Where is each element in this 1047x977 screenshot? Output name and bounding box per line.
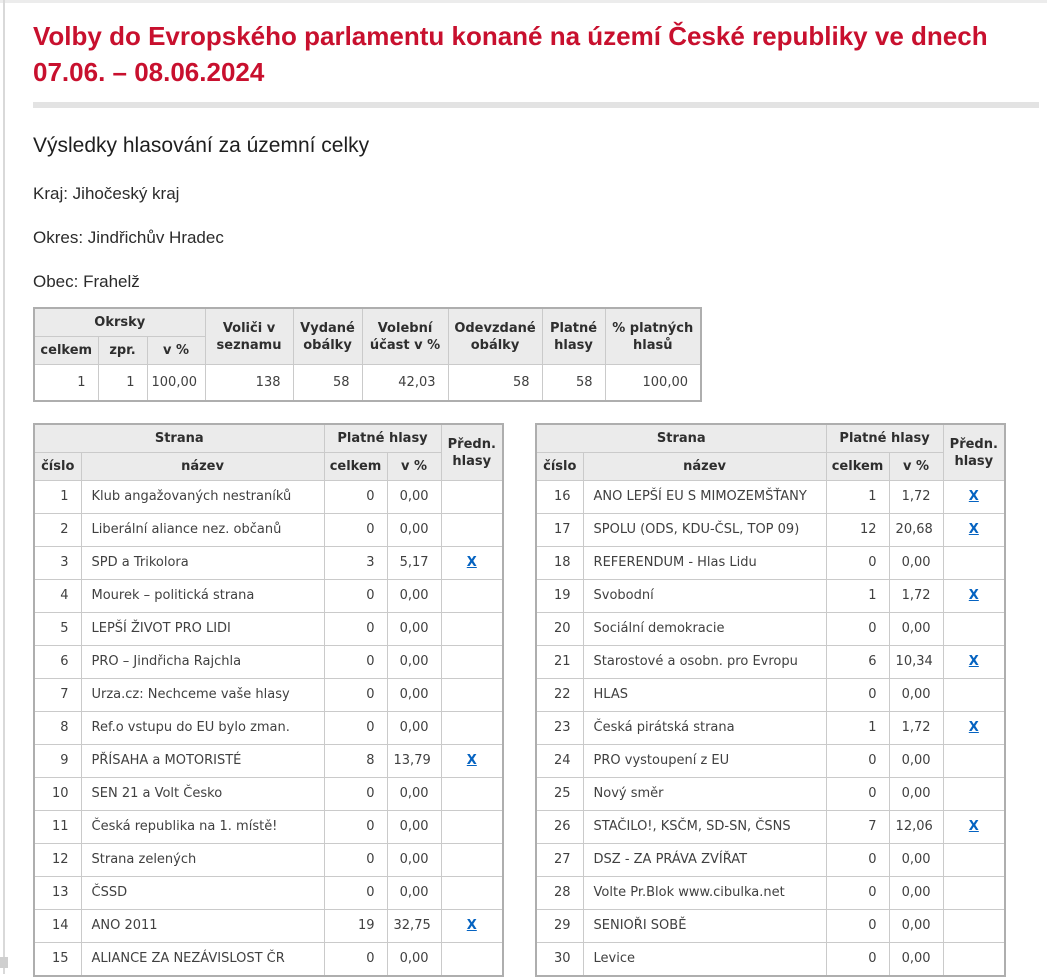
party-pref-cell [943, 844, 1005, 877]
party-pref-cell [943, 514, 1005, 547]
summary-header-odevzdane: Odevzdané obálky [448, 308, 542, 365]
party-pct-cell: 0,00 [387, 844, 441, 877]
party-pct-cell: 0,00 [889, 547, 943, 580]
party-pref-cell [943, 811, 1005, 844]
party-pct-cell: 0,00 [889, 943, 943, 977]
party-name-cell: Urza.cz: Nechceme vaše hlasy [81, 679, 324, 712]
region-okres: Okres: Jindřichův Hradec [33, 228, 224, 247]
pref-votes-link[interactable]: X [968, 522, 979, 537]
summary-header-volici: Voliči v seznamu [205, 308, 293, 365]
party-pref-cell [441, 679, 503, 712]
party-header-strana: Strana [34, 424, 324, 453]
party-votes-cell: 3 [324, 547, 387, 580]
party-votes-cell: 0 [324, 712, 387, 745]
party-number-cell: 9 [34, 745, 81, 778]
party-pct-cell: 0,00 [889, 613, 943, 646]
pref-votes-link[interactable]: X [968, 588, 979, 603]
party-pref-cell [441, 481, 503, 514]
party-row [536, 580, 1005, 613]
party-name-cell: Sociální demokracie [583, 613, 826, 646]
party-name-cell: ANO LEPŠÍ EU S MIMOZEMŠŤANY [583, 481, 826, 514]
party-name-cell: PRO vystoupení z EU [583, 745, 826, 778]
party-pref-cell [441, 943, 503, 977]
party-row [34, 877, 503, 910]
party-name-cell: Mourek – politická strana [81, 580, 324, 613]
party-number-cell: 12 [34, 844, 81, 877]
party-pct-cell: 0,00 [387, 778, 441, 811]
party-pct-cell: 32,75 [387, 910, 441, 943]
party-row [536, 613, 1005, 646]
frame-corner-block [0, 957, 8, 968]
party-row [34, 712, 503, 745]
party-votes-cell: 0 [324, 943, 387, 977]
party-votes-cell: 0 [324, 481, 387, 514]
party-pref-cell [441, 613, 503, 646]
party-name-cell: Levice [583, 943, 826, 977]
party-pct-cell: 10,34 [889, 646, 943, 679]
party-row [536, 514, 1005, 547]
party-name-cell: LEPŠÍ ŽIVOT PRO LIDI [81, 613, 324, 646]
party-header-strana: Strana [536, 424, 826, 453]
party-row [536, 679, 1005, 712]
party-row [34, 778, 503, 811]
pref-votes-link[interactable]: X [968, 489, 979, 504]
party-row [536, 778, 1005, 811]
party-number-cell: 14 [34, 910, 81, 943]
party-pref-cell [943, 580, 1005, 613]
party-name-cell: Klub angažovaných nestraníků [81, 481, 324, 514]
party-number-cell: 10 [34, 778, 81, 811]
summary-values-row [34, 365, 701, 402]
party-pct-cell: 0,00 [387, 877, 441, 910]
party-number-cell: 13 [34, 877, 81, 910]
party-row [34, 547, 503, 580]
summary-value-cell: 58 [293, 365, 362, 402]
party-number-cell: 11 [34, 811, 81, 844]
party-name-cell: ANO 2011 [81, 910, 324, 943]
party-number-cell: 8 [34, 712, 81, 745]
party-pref-cell [943, 547, 1005, 580]
summary-value-cell: 42,03 [362, 365, 448, 402]
party-pct-cell: 0,00 [387, 580, 441, 613]
party-votes-cell: 0 [826, 877, 889, 910]
party-name-cell: PRO – Jindřicha Rajchla [81, 646, 324, 679]
party-pref-cell [441, 844, 503, 877]
party-votes-cell: 0 [826, 679, 889, 712]
party-pct-cell: 1,72 [889, 712, 943, 745]
summary-header-platne: Platné hlasy [542, 308, 605, 365]
party-name-cell: HLAS [583, 679, 826, 712]
party-pref-cell [441, 514, 503, 547]
party-pct-cell: 0,00 [387, 679, 441, 712]
pref-votes-link[interactable]: X [466, 753, 477, 768]
party-pref-cell [441, 745, 503, 778]
party-votes-cell: 0 [826, 943, 889, 977]
party-votes-cell: 0 [324, 646, 387, 679]
summary-value-cell: 1 [98, 365, 147, 402]
party-number-cell: 23 [536, 712, 583, 745]
summary-value-cell: 58 [542, 365, 605, 402]
party-name-cell: SPOLU (ODS, KDU-ČSL, TOP 09) [583, 514, 826, 547]
party-pct-cell: 5,17 [387, 547, 441, 580]
party-pct-cell: 0,00 [387, 943, 441, 977]
party-name-cell: PŘÍSAHA a MOTORISTÉ [81, 745, 324, 778]
party-number-cell: 5 [34, 613, 81, 646]
party-name-cell: Liberální aliance nez. občanů [81, 514, 324, 547]
party-number-cell: 15 [34, 943, 81, 977]
party-votes-cell: 0 [324, 877, 387, 910]
party-votes-cell: 0 [324, 514, 387, 547]
party-pct-cell: 0,00 [387, 811, 441, 844]
party-votes-cell: 6 [826, 646, 889, 679]
section-title: Výsledky hlasování za územní celky [33, 134, 370, 157]
pref-votes-link[interactable]: X [466, 555, 477, 570]
summary-value-cell: 138 [205, 365, 293, 402]
party-votes-cell: 0 [324, 844, 387, 877]
party-row [536, 811, 1005, 844]
party-row [536, 844, 1005, 877]
party-pct-cell: 0,00 [889, 877, 943, 910]
party-pref-cell [943, 613, 1005, 646]
summary-header-zpr: zpr. [98, 337, 147, 365]
party-row [34, 910, 503, 943]
party-number-cell: 16 [536, 481, 583, 514]
party-header-cislo: číslo [536, 453, 583, 481]
party-number-cell: 2 [34, 514, 81, 547]
party-votes-cell: 0 [826, 613, 889, 646]
party-row [536, 547, 1005, 580]
party-pct-cell: 0,00 [387, 481, 441, 514]
party-header-celkem: celkem [826, 453, 889, 481]
party-pct-cell: 1,72 [889, 580, 943, 613]
party-pref-cell [943, 745, 1005, 778]
party-votes-cell: 0 [324, 811, 387, 844]
party-number-cell: 19 [536, 580, 583, 613]
party-pref-cell [441, 910, 503, 943]
party-pref-cell [943, 778, 1005, 811]
party-row [34, 679, 503, 712]
party-votes-cell: 0 [324, 778, 387, 811]
party-number-cell: 21 [536, 646, 583, 679]
summary-header-ucast: Volební účast v % [362, 308, 448, 365]
party-header-platne-hlasy: Platné hlasy [324, 424, 441, 453]
party-votes-cell: 0 [826, 778, 889, 811]
party-votes-cell: 0 [324, 679, 387, 712]
party-name-cell: DSZ - ZA PRÁVA ZVÍŘAT [583, 844, 826, 877]
party-header-platne-hlasy: Platné hlasy [826, 424, 943, 453]
party-pct-cell: 12,06 [889, 811, 943, 844]
summary-header-okrsky: Okrsky [34, 308, 205, 337]
party-pref-cell [943, 943, 1005, 977]
party-name-cell: REFERENDUM - Hlas Lidu [583, 547, 826, 580]
pref-votes-link[interactable]: X [968, 720, 979, 735]
party-row [34, 580, 503, 613]
pref-votes-link[interactable]: X [968, 819, 979, 834]
party-pct-cell: 13,79 [387, 745, 441, 778]
party-row [536, 877, 1005, 910]
party-header-nazev: název [81, 453, 324, 481]
party-name-cell: Svobodní [583, 580, 826, 613]
party-pct-cell: 0,00 [387, 712, 441, 745]
summary-header-vpct: v % [147, 337, 205, 365]
party-number-cell: 3 [34, 547, 81, 580]
party-number-cell: 29 [536, 910, 583, 943]
party-row [34, 646, 503, 679]
party-row [34, 481, 503, 514]
party-row [34, 844, 503, 877]
party-votes-cell: 8 [324, 745, 387, 778]
party-number-cell: 30 [536, 943, 583, 977]
page-title-line2: 07.06. – 08.06.2024 [33, 57, 265, 87]
party-pref-cell [441, 778, 503, 811]
party-votes-cell: 7 [826, 811, 889, 844]
party-votes-cell: 0 [826, 547, 889, 580]
party-name-cell: STAČILO!, KSČM, SD-SN, ČSNS [583, 811, 826, 844]
party-name-cell: Nový směr [583, 778, 826, 811]
party-pct-cell: 0,00 [387, 514, 441, 547]
party-number-cell: 7 [34, 679, 81, 712]
pref-votes-link[interactable]: X [466, 918, 477, 933]
party-number-cell: 27 [536, 844, 583, 877]
party-number-cell: 6 [34, 646, 81, 679]
region-kraj: Kraj: Jihočeský kraj [33, 184, 180, 203]
party-row [536, 943, 1005, 977]
party-row [34, 745, 503, 778]
party-header-predn-hlasy: Předn. hlasy [943, 424, 1005, 481]
pref-votes-link[interactable]: X [968, 654, 979, 669]
frame-left-line [3, 0, 5, 974]
party-pref-cell [943, 712, 1005, 745]
party-pref-cell [441, 547, 503, 580]
party-row [536, 910, 1005, 943]
party-table-left [33, 423, 504, 977]
party-votes-cell: 19 [324, 910, 387, 943]
page-title-line1: Volby do Evropského parlamentu konané na území České republiky ve dnech [33, 21, 988, 51]
party-row [34, 943, 503, 977]
party-votes-cell: 1 [826, 580, 889, 613]
party-number-cell: 24 [536, 745, 583, 778]
region-obec: Obec: Frahelž [33, 272, 140, 291]
summary-table [33, 307, 702, 402]
party-votes-cell: 0 [324, 580, 387, 613]
party-row [536, 646, 1005, 679]
party-pref-cell [441, 811, 503, 844]
party-pref-cell [441, 580, 503, 613]
party-name-cell: Ref.o vstupu do EU bylo zman. [81, 712, 324, 745]
party-votes-cell: 1 [826, 481, 889, 514]
party-row [536, 712, 1005, 745]
party-number-cell: 17 [536, 514, 583, 547]
party-pct-cell: 0,00 [387, 613, 441, 646]
party-number-cell: 28 [536, 877, 583, 910]
party-pct-cell: 0,00 [889, 679, 943, 712]
summary-header-celkem: celkem [34, 337, 98, 365]
page-title [33, 18, 993, 90]
party-name-cell: Strana zelených [81, 844, 324, 877]
party-number-cell: 4 [34, 580, 81, 613]
party-name-cell: ČSSD [81, 877, 324, 910]
party-row [536, 745, 1005, 778]
party-number-cell: 26 [536, 811, 583, 844]
party-header-nazev: název [583, 453, 826, 481]
party-row [34, 811, 503, 844]
party-pref-cell [943, 679, 1005, 712]
party-votes-cell: 0 [324, 613, 387, 646]
party-votes-cell: 12 [826, 514, 889, 547]
party-number-cell: 1 [34, 481, 81, 514]
party-tables-container [33, 423, 1039, 977]
party-pref-cell [441, 712, 503, 745]
party-header-cislo: číslo [34, 453, 81, 481]
summary-header-vydane: Vydané obálky [293, 308, 362, 365]
party-header-vpct: v % [387, 453, 441, 481]
party-header-celkem: celkem [324, 453, 387, 481]
party-header-vpct: v % [889, 453, 943, 481]
party-header-predn-hlasy: Předn. hlasy [441, 424, 503, 481]
party-row [34, 613, 503, 646]
party-name-cell: SPD a Trikolora [81, 547, 324, 580]
party-name-cell: SEN 21 a Volt Česko [81, 778, 324, 811]
party-pref-cell [943, 877, 1005, 910]
party-row [536, 481, 1005, 514]
frame-top-line [0, 0, 1047, 3]
party-pref-cell [441, 877, 503, 910]
summary-value-cell: 58 [448, 365, 542, 402]
party-name-cell: SENIOŘI SOBĚ [583, 910, 826, 943]
party-pct-cell: 1,72 [889, 481, 943, 514]
party-votes-cell: 1 [826, 712, 889, 745]
summary-value-cell: 100,00 [605, 365, 701, 402]
party-number-cell: 18 [536, 547, 583, 580]
party-table-right [535, 423, 1006, 977]
party-pct-cell: 0,00 [889, 745, 943, 778]
party-pref-cell [943, 910, 1005, 943]
party-pref-cell [943, 481, 1005, 514]
party-name-cell: Česká republika na 1. místě! [81, 811, 324, 844]
party-number-cell: 22 [536, 679, 583, 712]
party-number-cell: 25 [536, 778, 583, 811]
party-pct-cell: 0,00 [387, 646, 441, 679]
party-name-cell: ALIANCE ZA NEZÁVISLOST ČR [81, 943, 324, 977]
party-pct-cell: 0,00 [889, 778, 943, 811]
party-pref-cell [943, 646, 1005, 679]
party-row [34, 514, 503, 547]
summary-value-cell: 100,00 [147, 365, 205, 402]
party-votes-cell: 0 [826, 910, 889, 943]
summary-value-cell: 1 [34, 365, 98, 402]
party-votes-cell: 0 [826, 844, 889, 877]
party-name-cell: Starostové a osobn. pro Evropu [583, 646, 826, 679]
party-votes-cell: 0 [826, 745, 889, 778]
party-pct-cell: 20,68 [889, 514, 943, 547]
party-name-cell: Volte Pr.Blok www.cibulka.net [583, 877, 826, 910]
title-divider [33, 102, 1039, 108]
party-name-cell: Česká pirátská strana [583, 712, 826, 745]
summary-header-pct-platnych: % platných hlasů [605, 308, 701, 365]
party-pct-cell: 0,00 [889, 910, 943, 943]
party-pct-cell: 0,00 [889, 844, 943, 877]
party-pref-cell [441, 646, 503, 679]
party-number-cell: 20 [536, 613, 583, 646]
